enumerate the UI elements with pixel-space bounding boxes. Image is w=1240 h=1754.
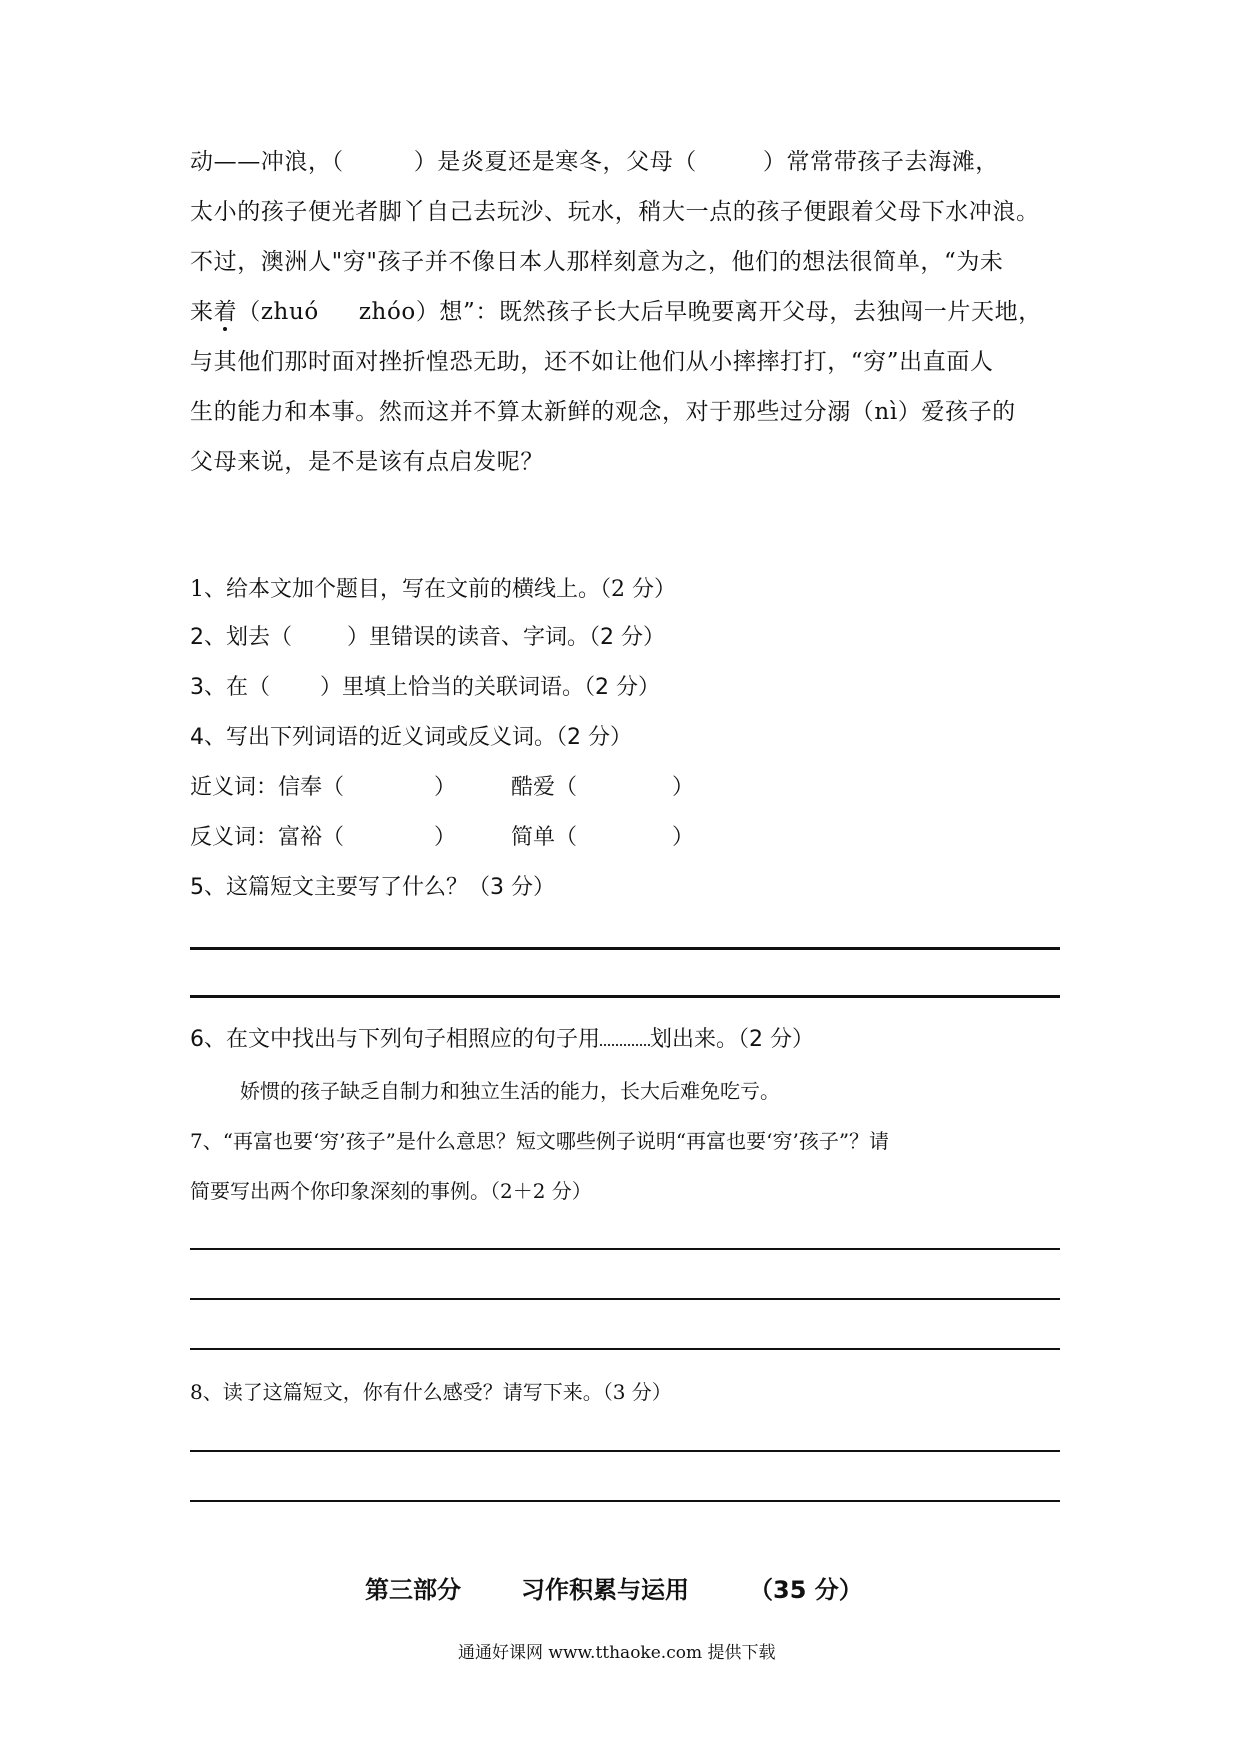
question-text: 3、在（ [190,675,270,700]
question-1: 1、给本文加个题目，写在文前的横线上。（2 分） [190,577,676,602]
question-6 [190,1022,814,1053]
section-part: 第三部分 [365,1576,461,1604]
question-text: 6、在文中找出与下列句子相照应的句子用 [190,1027,600,1052]
synonym-word: 酷爱（ [511,775,578,800]
question-text: 2、划去（ [190,625,292,650]
passage-text: 来 [190,299,214,325]
answer-line [190,1248,1060,1250]
pinyin-option-1: （zhuó [237,299,319,325]
section-name: 习作积累与运用 [521,1576,689,1604]
question-4: 4、写出下列词语的近义词或反义词。（2 分） [190,725,632,750]
answer-line [190,1450,1060,1452]
question-6-sentence: 娇惯的孩子缺乏自制力和独立生活的能力，长大后难免吃亏。 [240,1079,780,1103]
antonym-label: 反义词：富裕（ [190,825,345,850]
passage-line-5: 与其他们那时面对挫折惶恐无助，还不如让他们从小摔摔打打，“穷”出直面人 [190,349,994,375]
wavy-underline-icon [600,1030,650,1046]
question-3 [190,670,660,701]
answer-line [190,1348,1060,1350]
answer-line [190,1500,1060,1502]
question-5: 5、这篇短文主要写了什么？（3 分） [190,875,555,900]
bracket: ） [672,775,695,800]
passage-text: ）是炎夏还是寒冬，父母（ [413,149,697,175]
bracket: ） [672,825,695,850]
antonym-row [190,820,694,851]
answer-line [190,1298,1060,1300]
passage-line-2: 太小的孩子便光者脚丫自己去玩沙、玩水，稍大一点的孩子便跟着父母下水冲浪。 [190,199,1040,225]
answer-line [190,995,1060,998]
question-text: 划出来。（2 分） [650,1027,814,1052]
passage-text: 动——冲浪，（ [190,149,344,175]
question-text: ）里填上恰当的关联词语。（2 分） [320,675,660,700]
section-score: （35 分） [749,1576,863,1604]
passage-line-6: 生的能力和本事。然而这并不算太新鲜的观念，对于那些过分溺（nì）爱孩子的 [190,399,1016,425]
question-7-line-2: 简要写出两个你印象深刻的事例。（2＋2 分） [190,1179,592,1203]
passage-text: ）常常带孩子去海滩， [762,149,999,175]
question-8: 8、读了这篇短文，你有什么感受？请写下来。（3 分） [190,1380,672,1404]
passage-line-7: 父母来说，是不是该有点启发呢？ [190,449,544,475]
passage-line-3: 不过，澳洲人"穷"孩子并不像日本人那样刻意为之，他们的想法很简单，“为未 [190,249,1004,275]
reading-passage [190,137,1060,487]
synonym-row [190,770,694,801]
bracket: ） [434,775,457,800]
bracket: ） [434,825,457,850]
dotted-character: 着 [213,299,238,325]
passage-line-1 [190,137,1060,187]
question-text: ）里错误的读音、字词。（2 分） [347,625,665,650]
answer-line [190,947,1060,950]
synonym-label: 近义词：信奉（ [190,775,345,800]
question-2 [190,620,665,651]
passage-line-4 [190,287,1060,337]
section-heading [365,1570,863,1605]
antonym-word: 简单（ [511,825,578,850]
page-footer: 通通好课网 www.tthaoke.com 提供下载 [458,1643,776,1663]
passage-text: zhóo）想”：既然孩子长大后早晚要离开父母，去独闯一片天地， [358,299,1042,325]
question-7-line-1: 7、“再富也要‘穷’孩子”是什么意思？短文哪些例子说明“再富也要‘穷’孩子”？请 [190,1129,890,1153]
